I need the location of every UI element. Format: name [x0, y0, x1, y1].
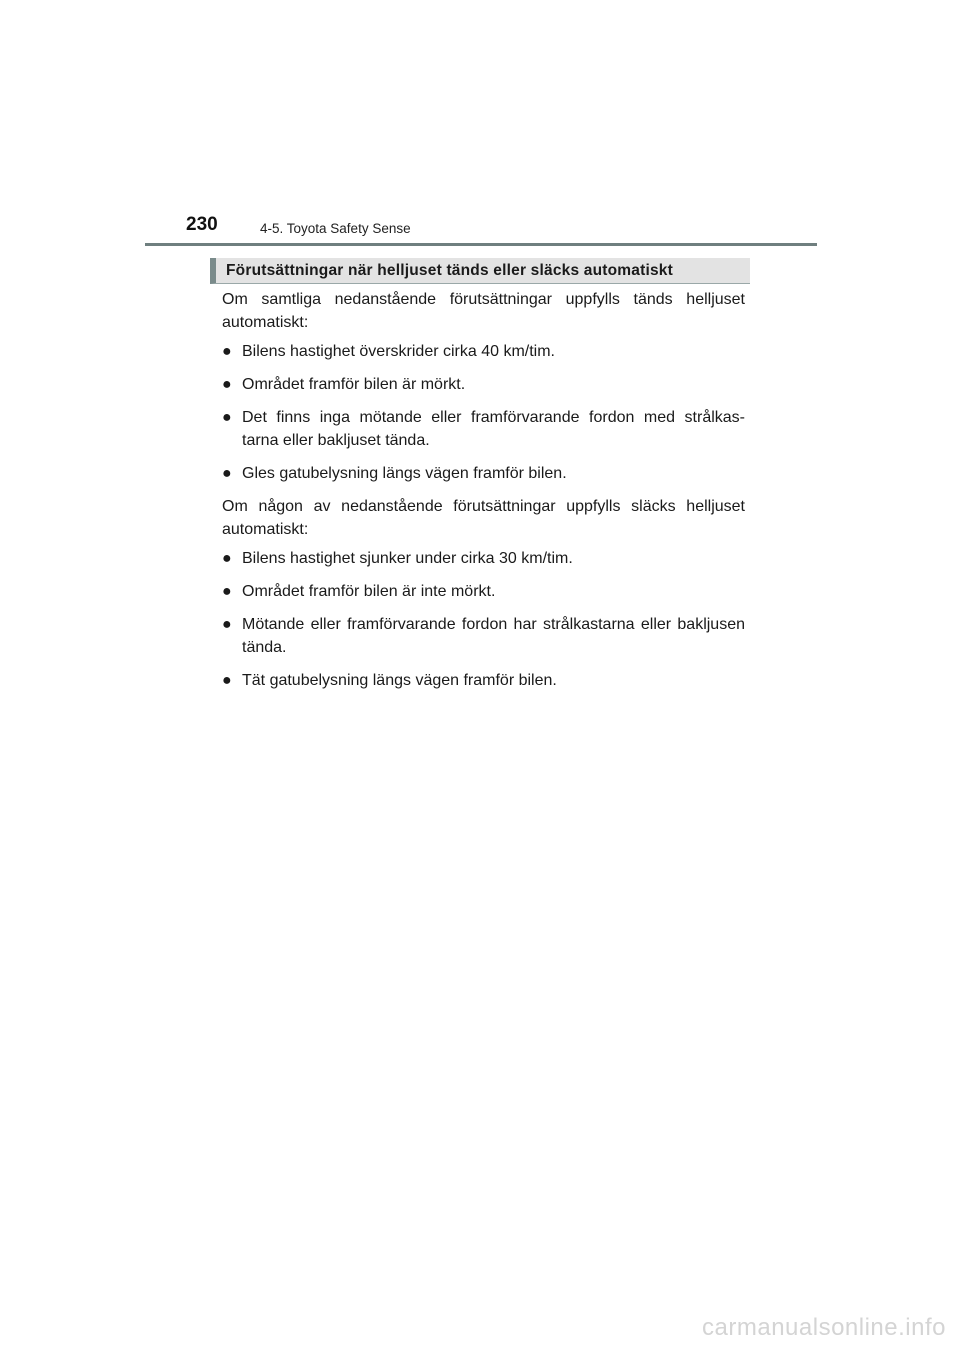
- intro-off-paragraph: Om någon av nedanstående förutsättningar uppfylls släcks helljuset automatiskt:: [222, 498, 745, 538]
- list-item: [222, 613, 745, 659]
- list-item-text: Det finns inga mötande eller framförvarande fordon med strålkas- tarna eller bakljuset tända.: [242, 409, 745, 449]
- list-item: [222, 547, 745, 570]
- watermark: carmanualsonline.info: [702, 1314, 946, 1341]
- off-conditions-list: [222, 547, 745, 692]
- on-conditions-list: [222, 340, 745, 485]
- list-item: [222, 340, 745, 363]
- list-item-text: Området framför bilen är inte mörkt.: [242, 583, 496, 600]
- content-body: [222, 288, 745, 702]
- page-number: 230: [186, 214, 218, 235]
- bullet-icon: ●: [222, 672, 232, 689]
- bullet-icon: ●: [222, 376, 232, 393]
- subheading-box: [210, 258, 750, 284]
- list-item-text: Bilens hastighet sjunker under cirka 30 km/tim.: [242, 550, 573, 567]
- list-item-text: Tät gatubelysning längs vägen framför bilen.: [242, 672, 557, 689]
- list-item: [222, 669, 745, 692]
- bullet-icon: ●: [222, 616, 232, 633]
- list-item-text: Bilens hastighet överskrider cirka 40 km/tim.: [242, 343, 555, 360]
- header-divider: [145, 243, 817, 246]
- intro-on-paragraph: Om samtliga nedanstående förutsättningar uppfylls tänds helljuset automatiskt:: [222, 291, 745, 331]
- bullet-icon: ●: [222, 465, 232, 482]
- list-item-text: Gles gatubelysning längs vägen framför bilen.: [242, 465, 567, 482]
- subheading-text: Förutsättningar när helljuset tänds eller släcks automatiskt: [226, 262, 673, 279]
- list-item: [222, 580, 745, 603]
- list-item: [222, 462, 745, 485]
- bullet-icon: ●: [222, 409, 232, 426]
- bullet-icon: ●: [222, 550, 232, 567]
- list-item-text: Området framför bilen är mörkt.: [242, 376, 466, 393]
- list-item: [222, 373, 745, 396]
- bullet-icon: ●: [222, 343, 232, 360]
- list-item: [222, 406, 745, 452]
- section-title: 4-5. Toyota Safety Sense: [260, 221, 411, 236]
- list-item-text: Mötande eller framförvarande fordon har strålkastarna eller bakljusen tända.: [242, 616, 745, 656]
- bullet-icon: ●: [222, 583, 232, 600]
